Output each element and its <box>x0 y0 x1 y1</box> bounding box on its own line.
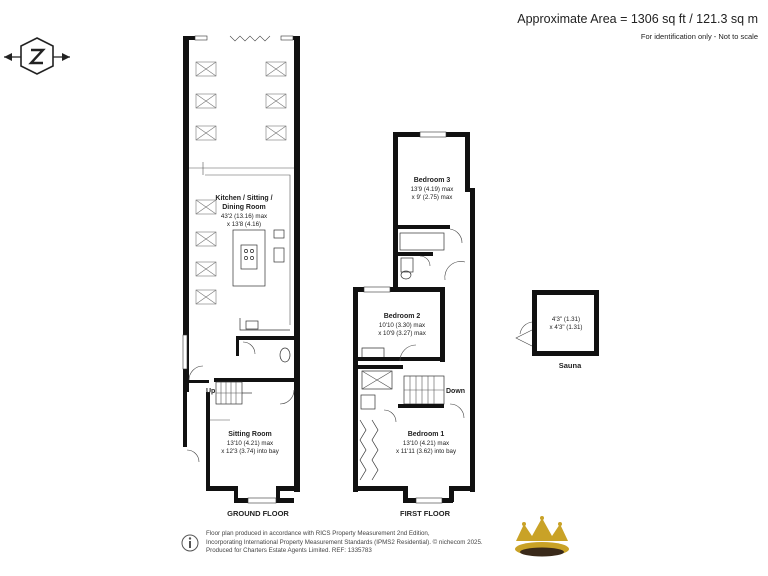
room-dimension: 13'10 (4.21) max <box>226 440 274 447</box>
room-dimension: 43'2 (13.16) max <box>220 213 268 220</box>
floor-label: GROUND FLOOR <box>227 509 289 518</box>
room-dimension: x 13'8 (4.16) <box>226 221 262 228</box>
footer-line: Incorporating International Property Measurement Standards (IPMS2 Residential). © nichecom 2025. <box>206 538 483 546</box>
area-summary: Approximate Area = 1306 sq ft / 121.3 sq m <box>517 12 758 26</box>
sauna-plan <box>516 290 599 356</box>
room-dimension: x 12'3 (3.74) into bay <box>221 448 279 455</box>
room-name: Bedroom 2 <box>383 313 421 320</box>
footer-text <box>206 530 483 556</box>
room-name: Sitting Room <box>228 431 272 438</box>
room-dimension: 4'3" (1.31) <box>551 316 581 323</box>
stairs-ground <box>216 382 252 404</box>
floor-label: FIRST FLOOR <box>400 509 450 518</box>
room-name: Sauna <box>558 361 582 370</box>
room-name: Bedroom 3 <box>413 177 451 184</box>
room-dimension: 13'10 (4.21) max <box>402 440 450 447</box>
room-dimension: x 10'9 (3.27) max <box>378 330 426 337</box>
north-arrow-icon <box>4 38 70 74</box>
stairs-first <box>404 376 444 404</box>
crown-logo-icon <box>515 516 569 557</box>
room-dimension: x 9' (2.75) max <box>411 194 453 201</box>
sauna-labels <box>550 316 583 370</box>
stair-label: Down <box>446 388 466 395</box>
footer-line: Floor plan produced in accordance with RICS Property Measurement 2nd Edition, <box>206 530 430 537</box>
room-name: Dining Room <box>222 204 266 211</box>
ground-floor-labels <box>206 195 289 518</box>
room-dimension: 10'10 (3.30) max <box>378 322 426 329</box>
info-icon <box>182 535 198 551</box>
room-dimension: 13'9 (4.19) max <box>410 186 454 193</box>
footer-line: Produced for Charters Estate Agents Limited. REF: 1335783 <box>206 547 372 555</box>
room-dimension: x 11'11 (3.62) into bay <box>395 448 457 455</box>
room-name: Kitchen / Sitting / <box>215 195 273 202</box>
room-dimension: x 4'3" (1.31) <box>549 324 583 331</box>
disclaimer-note: For identification only - Not to scale <box>640 32 758 41</box>
stair-label: Up <box>206 388 216 395</box>
room-name: Bedroom 1 <box>407 431 445 438</box>
